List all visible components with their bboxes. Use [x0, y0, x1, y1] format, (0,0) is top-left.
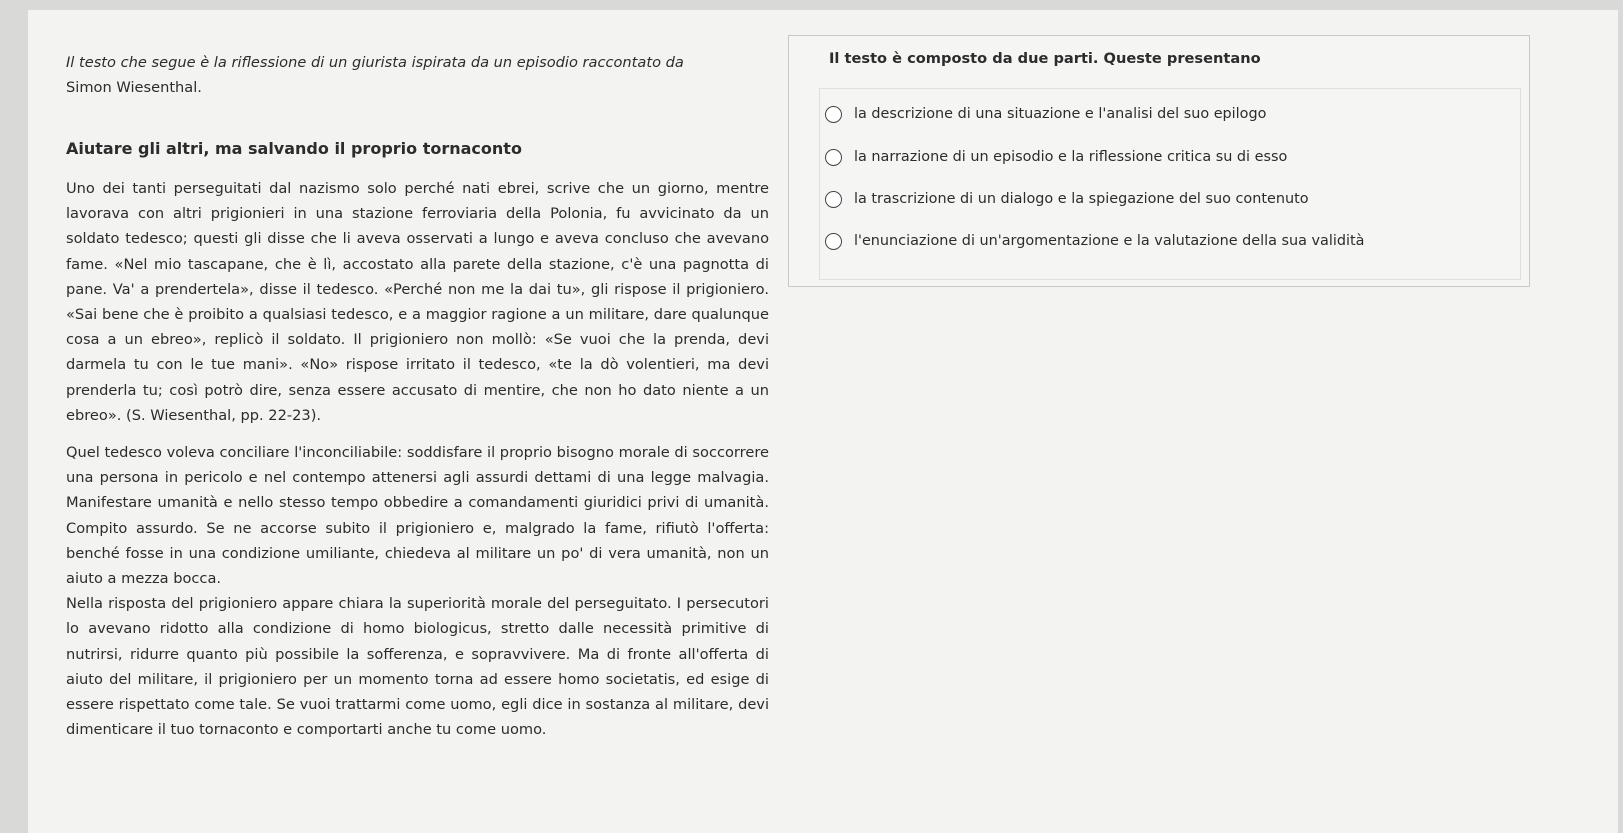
- option-c[interactable]: [825, 184, 1309, 214]
- paragraph-3: Nella risposta del prigioniero appare chiara la superiorità morale del perseguitato. I persecutori lo avevano ridotto alla condizione di homo biologicus, stretto dalle necessità primitive di nutrirsi, ridurre quanto più possibile la sofferenza, e sopravvivere. Ma di fronte all'offerta di aiuto del militare, il prigioniero per un momento torna ad essere homo societatis, ed esige di essere rispettato come tale. Se vuoi trattarmi come uomo, egli dice in sostanza al militare, devi dimenticare il tuo tornaconto e comportarti anche tu come uomo.: [66, 595, 769, 739]
- option-a-label: la descrizione di una situazione e l'analisi del suo epilogo: [854, 106, 1267, 122]
- radio-icon[interactable]: [825, 149, 842, 166]
- answer-options: [819, 88, 1521, 280]
- option-d[interactable]: [825, 226, 1364, 256]
- intro-author: Simon Wiesenthal.: [66, 79, 202, 97]
- paragraph-2: Quel tedesco voleva conciliare l'inconciliabile: soddisfare il proprio bisogno morale di soccorrere una persona in pericolo e nel contempo attenersi agli assurdi dettami di una legge malvagia. Manifestare umanità e nello stesso tempo obbedire a comandamenti giuridici privi di umanità. Compito assurdo. Se ne accorse subito il prigioniero e, malgrado la fame, rifiutò l'offerta: benché fosse in una condizione umiliante, chiedeva al militare un po' di vera umanità, non un aiuto a mezza bocca.: [66, 444, 769, 588]
- intro-line: [66, 50, 769, 100]
- option-a[interactable]: [825, 99, 1266, 129]
- paragraph-1: Uno dei tanti perseguitati dal nazismo solo perché nati ebrei, scrive che un giorno, mentre lavorava con altri prigionieri in una stazione ferroviaria della Polonia, fu avvicinato da un soldato tedesco; questi gli disse che li aveva osservati a lungo e aveva concluso che avevano fame. «Nel mio tascapane, che è lì, accostato alla parete della stazione, c'è una pagnotta di pane. Va' a prendertela», disse il tedesco. «Perché non me la dai tu», gli rispose il prigioniero. «Sai bene che è proibito a qualsiasi tedesco, e a maggior ragione a un militare, dare qualunque cosa a un ebreo», replicò il soldato. Il prigioniero non mollò: «Se vuoi che la prenda, devi darmela tu con le tue mani». «No» rispose irritato il tedesco, «te la dò volentieri, ma devi prenderla tu; così potrò dire, senza essere accusato di mentire, che non ho dato niente a un ebreo». (S. Wiesenthal, pp. 22-23).: [66, 180, 769, 424]
- passage-title: Aiutare gli altri, ma salvando il proprio tornaconto: [66, 139, 522, 158]
- option-b-label: la narrazione di un episodio e la riflessione critica su di esso: [854, 149, 1288, 165]
- radio-icon[interactable]: [825, 191, 842, 208]
- question-panel: [788, 35, 1530, 287]
- reading-passage: [66, 50, 769, 739]
- passage-body: [66, 176, 769, 754]
- radio-icon[interactable]: [825, 233, 842, 250]
- option-c-label: la trascrizione di un dialogo e la spiegazione del suo contenuto: [854, 191, 1309, 207]
- intro-text: Il testo che segue è la riflessione di un giurista ispirata da un episodio raccontato da: [66, 54, 684, 71]
- option-d-label: l'enunciazione di un'argomentazione e la valutazione della sua validità: [854, 233, 1365, 249]
- radio-icon[interactable]: [825, 106, 842, 123]
- question-text: Il testo è composto da due parti. Queste presentano: [829, 50, 1261, 67]
- option-b[interactable]: [825, 142, 1287, 172]
